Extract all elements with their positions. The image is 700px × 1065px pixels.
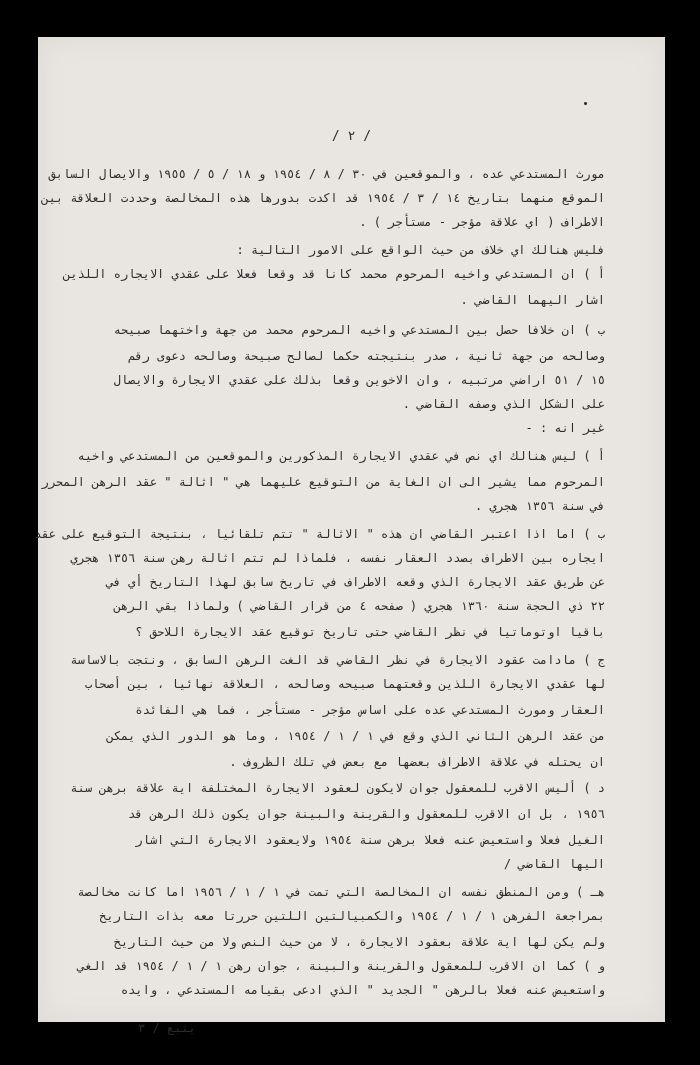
text-line: ان يحتله في علاقة الاطراف بعضها مع بعض في تلك الظروف . <box>229 755 605 769</box>
text-line: الاطراف ( اي علاقة مؤجر - مستأجر ) . <box>359 215 605 229</box>
text-line: في سنة ١٣٥٦ هجري . <box>474 499 605 513</box>
text-line: ج ) مادامت عقود الايجارة في نظر القاضي قد الغت الرهن السابق ، ونتجت بالاساسة <box>70 653 605 667</box>
text-line: اليها القاضي / <box>503 857 605 871</box>
text-line: بمراجعة الفرهن ١ / ١ / ١٩٥٤ والكمبيالتين اللتين حررتا معه بذات التاريخ <box>99 909 605 923</box>
text-line: المرحوم مما يشير الى ان الغاية من التوقيع عليهما هي " اثالة " عقد الرهن المحرر <box>41 475 605 489</box>
text-line: ١٥ / ٥١ اراضي مرتبيه ، وان الاخوين وقعا بذلك على عقدي الايجارة والايصال <box>113 373 605 387</box>
text-line: ١٩٥٦ ، بل ان الاقرب للمعقول والقرينة والبينة جوان يكون ذلك الرهن قد <box>128 807 605 821</box>
text-line: د ) أليس الاقرب للمعقول جوان لايكون لعقود الايجارة المختلفة اية علاقة برهن سنة <box>70 781 605 795</box>
text-line: لها عقدي الايجارة اللذين وقعتهما صبيحه وصالحه ، العلاقة نهائيا ، بين أصحاب <box>84 677 605 691</box>
text-line: غير انه : - <box>525 421 605 435</box>
text-line: أ ) ان المستدعي واخيه المرحوم محمد كانا قد وقعا فعلا على عقدي الايجاره اللذين <box>63 267 605 281</box>
text-line: أ ) ليس هنالك اي نص في عقدي الايجارة المذكورين والموقعين من المستدعي واخيه <box>77 449 605 463</box>
text-line: هـ ) ومن المنطق نفسه ان المخالصة التي تمت في ١ / ١ / ١٩٥٦ اما كانت مخالصة <box>77 885 605 899</box>
text-line: على الشكل الذي وصفه القاضي . <box>402 397 605 411</box>
page-number: / ٢ / <box>331 129 372 144</box>
text-line: اشار اليهما القاضي . <box>460 293 605 307</box>
text-line: ولم يكن لها اية علاقة بعقود الايجارة ، لا من حيث النص ولا من حيث التاريخ <box>113 935 605 949</box>
text-line: الموقع منهما بتاريخ ١٤ / ٣ / ١٩٥٤ قد اكدت بدورها هذه المخالصة وحددت العلاقة بين <box>41 191 605 205</box>
text-line: العقار ومورث المستدعي عده على اساس مؤجر - مستأجر ، فما هي الفائدة <box>135 703 605 717</box>
text-line: مورث المستدعي عده ، والموقعين في ٣٠ / ٨ / ١٩٥٤ و ١٨ / ٥ / ١٩٥٥ والايصال السابق <box>48 167 605 181</box>
text-line: من عقد الرهن الثاني الذي وقع في ١ / ١ / ١٩٥٤ ، وما هو الدور الذي يمكن <box>106 729 605 743</box>
text-line: ب ) ان خلافا حصل بين المستدعي واخيه المرحوم محمد من جهة واختهما صبيحه <box>113 323 605 337</box>
text-line: واستعيض عنه فعلا بالرهن " الجديد " الذي ادعى بقيامه المستدعي ، وايده <box>120 983 605 997</box>
text-line: وصالحه من جهة ثانية ، صدر بنتيجته حكما لصالح صبيحة وصالحه دعوى رقم <box>128 349 605 363</box>
text-line: ايجاره بين الاطراف بصدد العقار نفسه ، فلماذا لم تتم اثالة رهن سنة ١٣٥٦ هجري <box>70 551 605 565</box>
text-line: الغيل فعلا واستعيض عنه فعلا برهن سنة ١٩٥٤ ولايعقود الايجارة التي اشار <box>135 833 605 847</box>
text-line: و ) كما ان الاقرب للمعقول والقرينة والبينة ، جوان رهن ١ / ١ / ١٩٥٤ قد الغي <box>77 959 605 973</box>
text-line: عن طريق عقد الايجارة الذي وقعه الاطراف في تاريخ سابق لهذا التاريخ أي في <box>106 575 605 589</box>
text-line: ب ) اما اذا اعتبر القاضي ان هذه " الاثالة " تتم تلقائيا ، بنتيجة التوقيع على عقد <box>34 527 605 541</box>
continued-footer: يتبع / ٣ <box>138 1021 196 1035</box>
ink-dot <box>584 102 587 105</box>
text-line: فليس هنالك اي خلاف من حيث الواقع على الامور التالية : <box>236 243 605 257</box>
text-line: ٢٢ ذي الحجة سنة ١٣٦٠ هجري ( صفحه ٤ من قرار القاضي ) ولماذا بقي الرهن <box>113 599 605 613</box>
document-page <box>34 37 665 1035</box>
text-line: باقيا اوتوماتيا في نظر القاضي حتى تاريخ توقيع عقد الايجارة اللاحق ؟ <box>135 625 605 639</box>
